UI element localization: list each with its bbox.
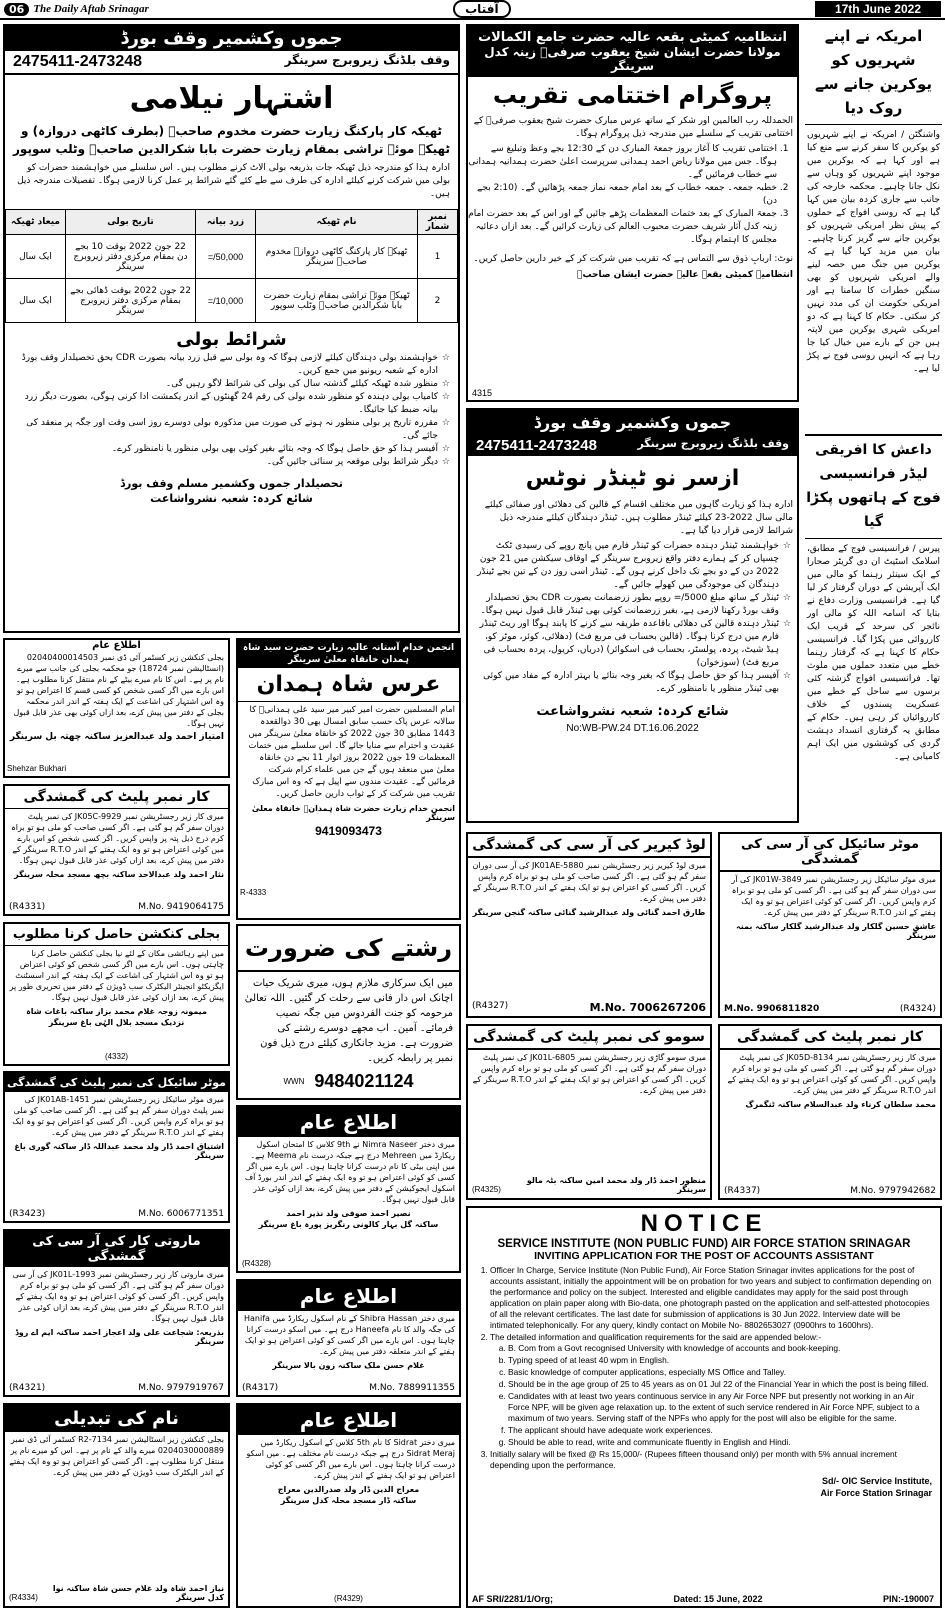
tender-phone: 2475411-2473248 (476, 437, 597, 454)
notice-sign-line1: Sd/- OIC Service Institute, (821, 1476, 932, 1486)
paper-name: The Daily Aftab Srinagar (33, 3, 149, 15)
america-news-headline: امریکہ نے اپنے شہریوں کو یوکرین جانے سے روک دیا (805, 24, 942, 125)
page-header (0, 0, 945, 20)
tender-item: ☆ ٹینڈر دہندہ قالین کی دھلائی باقاعدہ طریقہ سے کرنے کا پابند ہوگا اور ریٹ ٹینڈر فارم میں درج کرنا ہوگا۔ (قالین بحساب فی مربع فٹ) (دھلائی، کوئر، موٹر کو، ہیڈ شیٹ، پردہ، پولسٹر، بحساب فی اسکوائر) (دریاں، کریول، پردہ بحساب فی مربع فٹ) (سوزخوان) (474, 618, 791, 670)
ad-code: (R3423) (9, 1209, 46, 1219)
urs-contact: انجمن خدام زیارت حضرت شاہ ہمدانؒ خانقاہ معلیٰ سرینگر (251, 804, 455, 822)
sumo-title: سومو کی نمبر پلیٹ کی گمشدگی (468, 1026, 710, 1050)
notice-org: SERVICE INSTITUTE (NON PUBLIC FUND) AIR FORCE STATION SRINAGAR (497, 1238, 911, 1250)
notice-signature (468, 1475, 940, 1499)
header-date: 17th June 2022 (815, 1, 941, 17)
rishta-phone: 9484021124 (314, 1071, 414, 1091)
ittila3-signatory: معراج الدین ڈار ولد صدرالدین معراج (277, 1485, 420, 1494)
ad-code: (R4327) (472, 1001, 509, 1011)
bike-rc-lost-ad (718, 832, 942, 1018)
col-deposit: زرد بیانہ (196, 210, 256, 235)
daesh-news-body: پیرس / فرانسیسی فوج کے مطابق، اسلامک اسٹیٹ ان دی گریٹر صحارا کے ایک سینئر رہنما کو مالی میں ایک آپریشن کے دوران گرفتار کر لیا گیا ہے۔ فرانسیسی وزارت دفاع نے بتایا کہ اسامہ اللہ کو مالی اور نائجر کی سرحد کے قریب ایک کارروائی میں پکڑا گیا۔ فرانسیسی حکام کا کہنا ہے کہ گرفتار رہنما خطے میں متعدد حملوں میں ملوث تھا۔ فرانسیسی افواج گزشتہ کئی برسوں سے ساحل کے خطے میں عسکریت پسندوں کے خلاف کارروائیاں کر رہی ہیں۔ حکام کے مطابق یہ گرفتاری انسداد دہشت گردی کی کوششوں میں ایک اہم کامیابی ہے۔ (807, 544, 940, 762)
bike-plate-footer (5, 1209, 228, 1219)
urs-ref: R-4333 (240, 888, 267, 897)
table-cell: ایک سال (6, 235, 66, 279)
khatm-ref: 4315 (472, 388, 493, 398)
name-change-body: بجلی کنکشن زیر انسٹالیشن نمبر 7134-R2 کسٹمر آئی ڈی نمبر 0204030000889 میرے والد کے نام پر ہے۔ اس کو میرے نام پر منتقل کرنا مطلوب ہے۔ اگر کسی کو اعتراض ہو تو وہ ایک ہفتے کے اندر الیکٹرک سب ڈویژن کے دفتر میں پیش کرے۔ (9, 1435, 224, 1477)
ittila-aam-ad-3 (236, 1403, 461, 1608)
notice-footer-ref: AF SRI/2281/1/Org; (472, 1594, 554, 1604)
col-serial: نمبر شمار (418, 210, 458, 235)
ittila2-body: میری دختر Shibra Hassan کے نام اسکول ریکارڈ میں Hanifa کی جگہ والد کا نام Haneefa درج ہے۔ میں اسکو درست کرانا چاہتا ہوں۔ اس بارے میں اگر کسی کو کوئی اعتراض ہو تو ایک ہفتے کے اندر متعلقہ دفتر میں پیش کرے۔ (244, 1314, 455, 1356)
daesh-news-headline: داعش کا افریقی لیڈر فرانسیسی فوج کے ہاتھوں پکڑا گیا (805, 436, 942, 539)
electric-signatory: میمونہ زوجہ غلام محمد بزاز ساکنہ باغات شاہ (26, 1007, 207, 1016)
ittila-top-signatory: امتیاز احمد ولد عبدالعزیز ساکنہ چھتہ بل سرینگر (9, 732, 224, 742)
khatm-org-line1: انتظامیہ کمیٹی بقعہ عالیہ حضرت جامع الکمالات (478, 30, 787, 45)
tender-issued-by: شائع کردہ: شعبہ نشرواشاعت (536, 704, 729, 719)
loader-footer (468, 1001, 710, 1014)
rishta-body: میں ایک سرکاری ملازم ہوں، میری شریک حیات اچانک اس دار فانی سے رحلت کر گئیں۔ اللہ تعالیٰ مرحومہ کو جنت الفردوس میں جگہ نصیب فرمائے۔ آمین۔ اب مجھے دوسرے رشتے کی ضرورت ہے۔ مزید جانکاری کیلئے درج ذیل فون نمبر پر رابطہ کریں۔ (244, 978, 453, 1064)
table-cell: 22 جون 2022 بوقت 10 بجے دن بمقام مرکزی دفتر زیروبرج سرینگر (66, 235, 196, 279)
khatm-item: 1. اختتامی تقریب کا آغاز بروز جمعۃ المبارک دن کے 12:30 بجے وعظ وتبلیغ سے ہوگا۔ جس میں مولانا ریاض احمد ہمدانی سرپرست اعلیٰ حضرت ہمدانیہ ہمدانی سے خطاب فرمائیں گے۔ (468, 143, 777, 182)
ad-code: (R4317) (242, 1383, 279, 1393)
wakf-contact-row (5, 51, 458, 75)
table-cell: 2 (418, 279, 458, 323)
condition-item: ☆ خواہشمند بولی دہندگان کیلئے لازمی ہوگا کہ وہ بولی سے قبل زرد بیانہ بصورت CDR بحق تحصیلدار وقف بورڈ ادارہ کے شعبہ ریونیو میں جمع کریں۔ (13, 352, 450, 378)
car-plate-right-signatory: محمد سلطان کرناء ولد عبدالسلام ساکنہ ٹنگمرگ (745, 1100, 936, 1109)
mobile-number: M.No. 6006771351 (138, 1209, 224, 1219)
khatm-org-line2: مولانا حضرت ایشان شیخ یعقوب صرفیؒ زینہ کدل سرینگر (484, 45, 781, 73)
conditions-list (5, 352, 458, 469)
tender-address: وقف بلڈنگ زیروبرج سرینگر (637, 437, 789, 450)
table-row (6, 235, 458, 279)
electric-address: نزدیک مسجد بلال الہٰی باغ سرینگر (48, 1018, 185, 1027)
notice-sub-item: b. Typing speed of at least 40 wpm in English. (508, 1355, 934, 1366)
maruti-title: ماروتی کار کی آر سی کی گمشدگی (5, 1231, 228, 1267)
ittila1-title: اطلاع عام (238, 1107, 459, 1137)
condition-item: ☆ کامیاب بولی دہندہ کو منظور شدہ بولی کی رقم 24 گھنٹوں کے اندر یکمشت ادا کرنی ہوگی، بصورت دیگر زرد بیانہ ضبط کیا جائیگا۔ (13, 391, 450, 417)
col-contract: نام ٹھیکہ (256, 210, 418, 235)
ad-code: (R4337) (724, 1186, 761, 1196)
tender-title: ازسر نو ٹینڈر نوٹس (525, 466, 740, 491)
sumo-plate-lost-ad (466, 1024, 712, 1200)
maruti-body: میری ماروتی کار زیر رجسٹریشن نمبر JK01L-1993 کی آر سی دوران سفر گم ہو گئی ہے۔ اگر کسی کو ملی ہو تو براہ کرم واپس کریں۔ اگر کسی کو کوئی اعتراض ہو تو وہ ایک ہفتے کے اندر R.T.O سرینگر کے دفتر میں پیش کرے، بعد ازاں کوئی عذر قابل قبول نہیں ہوگا۔ (12, 1270, 224, 1323)
ittila1-signatory: نصیر احمد صوفی ولد نذیر احمد (286, 1209, 411, 1218)
auction-table-header (6, 210, 458, 235)
america-news-body: واشنگٹن / امریکہ نے اپنے شہریوں کو یوکرین کا سفر کرنے سے منع کیا ہے اور کہا ہے کہ یوکرین میں موجود اپنے شہریوں کو وہاں سے نکل جانا چاہیے۔ محکمہ خارجہ کی جانب سے جاری کردہ بیان میں کہا گیا ہے کہ روسی افواج کے حملوں کے پیش نظر امریکی شہریوں کو یوکرین جانے سے گریز کرنا چاہیے۔ بیان میں مزید کہا گیا ہے کہ یوکرین میں جنگ میں حصہ لینے والے امریکی شہریوں کو بھی سنگین خطرات کا سامنا ہے اور امریکی حکومت ان کی مدد نہیں کر سکتی۔ حکام کا کہنا ہے کہ دو امریکی شہری یوکرین میں لاپتہ ہیں جن کے بارے میں خیال کیا جا رہا ہے کہ انہیں روسی فوج نے پکڑ لیا ہے۔ (807, 130, 940, 374)
mobile-number: M.No. 9906811820 (724, 1004, 820, 1014)
col-date: تاریخ بولی (66, 210, 196, 235)
bike-plate-signatory: اشتیاق احمد ڈار ولد محمد عبداللہ ڈار ساکنہ گوری باغ سرینگر (14, 1142, 224, 1160)
loader-signatory: طارق احمد گنائی ولد عبدالرشید گنائی ساکنہ گنجن سرینگر (472, 908, 706, 917)
table-cell: 50,000/= (196, 235, 256, 279)
mobile-number: M.No. 7006267206 (589, 1001, 706, 1014)
notice-sub-item: f. The applicant should have adequate work experiences. (508, 1425, 934, 1436)
khatm-org-banner (468, 26, 797, 77)
tender-contact-row (468, 435, 797, 456)
khatm-item: 2. خطبہ جمعہ۔ جمعہ خطاب کے بعد امام جمعہ نماز جمعہ پڑھائیں گے۔ (2:10 بجے دن) (468, 182, 777, 208)
urs-title: عرس شاہ ہمدان (238, 668, 459, 702)
name-change-code: (R4334) (9, 1593, 38, 1602)
notice-sub-item: g. Should be able to read, write and communicate fluently in English and Hindi. (508, 1437, 934, 1448)
condition-item: ☆ مقررہ تاریخ پر بولی منظور نہ ہونے کی صورت میں مذکورہ بولی دوسرے روز اسی وقت اور جگہ پر منعقد کی جائے گی۔ (13, 417, 450, 443)
auction-issued-by: شائع کردہ: شعبہ نشرواشاعت (150, 492, 313, 505)
khatm-intro: الحمدللہ رب العالمین اور شکر کے ساتھ عرس مبارک حضرت شیخ یعقوب صرفیؒ کے اختتامی تقریب کے سلسلے میں مندرجہ ذیل پروگرام ہوگا۔ (473, 116, 793, 139)
tender-ref: No:WB-PW.24 DT.16.06.2022 (566, 723, 699, 734)
ad-code: (R4321) (9, 1383, 46, 1393)
tender-item: ☆ ٹینڈر کے ساتھ مبلغ 5000/= روپے بطور زرضمانت بصورت CDR بحق تحصیلدار وقف بورڈ رکھنا لازمی ہے، بغیر زرضمانت کوئی بھی ٹینڈر قابل قبول نہیں ہوگا۔ (474, 592, 791, 618)
wakf-phone: 2475411-2473248 (13, 53, 143, 70)
ad-code: (R4324) (899, 1004, 936, 1014)
loader-rc-lost-ad (466, 832, 712, 1018)
tender-item: ☆ آفیسر ہذا کو حق حاصل ہوگا کہ بغیر وجہ بتائے یا بہتر ادارہ کے مفاد میں کوئی بھی ٹینڈر منظور یا نامنظور کرے۔ (474, 670, 791, 696)
table-cell: ٹھیکہ کار پارکنگ کاٹھی دروازہ مخدوم صاحبؒ سرینگر (256, 235, 418, 279)
notice-item (490, 1332, 934, 1448)
rishta-ad (236, 924, 461, 1100)
mobile-number: M.No. 9419064175 (138, 902, 224, 912)
mobile-number: M.No. 7889911355 (369, 1383, 455, 1393)
ittila2-signatory: غلام حسن ملک ساکنہ زون بالا سرینگر (272, 1361, 425, 1370)
ittila-top-body: بجلی کنکشن زیر کسٹمر آئی ڈی نمبر 02040400014503 (انسٹالیشن نمبر 18724) جو محکمہ بجلی کی جانب سے میرے نام پر ہے۔ اس کا نام میرے بیٹے کے نام منتقل کرنا مطلوب ہے۔ اس بارے میں اگر کسی شخص کو کسی قسم کا اعتراض ہو تو وہ اس اشتہار کی اشاعت کے ایک ہفتہ کے اندر اندر محکمہ بجلی کے دفتر میں پیش کرے، بعد ازاں کوئی بھی عذر قابل قبول نہیں ہوگا۔ (13, 653, 224, 728)
mobile-number: M.No. 9797919767 (138, 1383, 224, 1393)
name-change-title: نام کی تبدیلی (5, 1405, 228, 1432)
urs-org: انجمن خدام آستانہ عالیہ زیارت حضرت سید شاہ ہمدان خانقاہ معلیٰ سرینگر (238, 640, 459, 668)
notice-sign-line2: Air Force Station Srinagar (820, 1488, 932, 1498)
ittila1-code: (R4328) (242, 1259, 271, 1268)
notice-sub-item: d. Should be in the age group of 25 to 45 years as on 01 Jul 22 of the Financial Year in which the post is being filled. (508, 1379, 934, 1390)
loader-body: میری لوڈ کیریر زیر رجسٹریشن نمبر JK01AE-5880 کی آر سی دوران سفر گم ہو گئی ہے۔ اگر کسی صاحب کو ملی ہو تو براہ کرم واپس کریں۔ اگر کسی کو اعتراض ہو تو ایک ہفتے کے اندر R.T.O سرینگر کے دفتر میں پیش کرے۔ (472, 861, 706, 903)
loader-title: لوڈ کیریر کی آر سی کی گمشدگی (468, 834, 710, 858)
urs-hamdan-ad (236, 638, 461, 920)
notice-sub-item: e. Candidates with at least two years continuous service in any Air Force NPF but presently not working in an Air Force NPF, will be given age relaxation up. to the extent of such service rendered in Air Force NPF, subject to a maximum of two years. Serving staff of the NPFs who apply for the post will also be eligible for the same. (508, 1391, 934, 1424)
ittila-aam-ad-1 (236, 1105, 461, 1273)
urs-body: امام المسلمین حضرت امیر کبیر میر سید علی ہمدانیؒ کا سالانہ عرس پاک حسب سابق امسال بھی 30 ذوالقعدہ 1443 مطابق 30 جون 2022 کو خانقاہ معلیٰ سرینگر میں عقیدت و احترام سے منایا جائے گا۔ اس سلسلے میں ختمات المعظمات 19 جون 2022 بروز اتوار 11 بجے دن خانقاہ معلیٰ میں منعقد ہوں گے جن میں علماء کرام شرکت فرمائیں گے۔ عقیدت مندوں سے اپیل ہے کہ وہ اس مبارک تقریب میں شرکت کر کے ثواب دارین حاصل کریں۔ (248, 705, 455, 799)
wakf-tender-ad (466, 408, 799, 823)
ittila3-code: (R4329) (334, 1594, 363, 1603)
auction-title: اشتہار نیلامی (129, 81, 334, 116)
notice-item-text: The detailed information and qualification requirements for the said are appended below:- (490, 1332, 822, 1342)
col-term: میعاد ٹھیکہ (6, 210, 66, 235)
daesh-news-article (805, 434, 942, 819)
auction-intro: ادارہ ہذا کو مندرجہ ذیل ٹھیکہ جات بذریعہ بولی الاٹ کرنے مطلوب ہیں۔ اس سلسلے میں خواہشمند حضرات کو بولی میں شرکت کرنے کیلئے ادارہ کی طرف سے طے کئے گئے شرائط پر عمل کرنا لازمی ہوگا۔ تفصیلات مندرجہ ذیل ہیں۔ (17, 163, 450, 199)
ittila-top-title: اطلاع عام (92, 640, 141, 651)
maruti-rc-lost-ad (3, 1229, 230, 1397)
maruti-signatory: بذریعہ: شجاعت علی ولد اعجاز احمد ساکنہ ایم اے روڈ سرینگر (15, 1328, 224, 1346)
khatm-items (468, 143, 797, 247)
electric-title: بجلی کنکشن حاصل کرنا مطلوب (5, 924, 228, 946)
page-number: 06 (4, 3, 29, 16)
car-plate-right-body: میری کار زیر رجسٹریشن نمبر JK05D-8134 کی نمبر پلیٹ دوران سفر گم ہو گئی ہے۔ اگر کسی کو ملی ہو تو براہ کرم واپس کریں۔ اگر کسی کو کوئی اعتراض ہو تو وہ ایک ہفتے کے اندر R.T.O سرینگر کے دفتر میں پیش کرے۔ (727, 1053, 936, 1095)
khatm-signatory: انتظامیہ کمیٹی بقعہ عالیہ حضرت ایشان صاحبؒ (577, 270, 793, 280)
ittila3-address: ساکنہ ڈار مسجد محلہ کدل سرینگر (280, 1496, 417, 1505)
ittila-aam-electric-ad (3, 638, 230, 778)
auction-line2: ٹھیکہ موئے تراشی بمقام زیارت حضرت بابا شکرالدین صاحبؒ وٹلب سوپور (13, 142, 450, 156)
car-plate-left-signatory: نثار احمد ولد عبدالاحد ساکنہ بچھ مسجد محلہ سرینگر (14, 870, 224, 879)
wakf-board-name: جموں وکشمیر وقف بورڈ (5, 26, 458, 51)
rishta-footer (238, 1071, 459, 1092)
notice-subtitle: INVITING APPLICATION FOR THE POST OF ACCOUNTS ASSISTANT (534, 1250, 874, 1262)
table-cell: 10,000/= (196, 279, 256, 323)
rishta-title: رشتے کی ضرورت (238, 926, 459, 972)
notice-item: 1. Officer In Charge, Service Institute (Non Public Fund), Air Force Station Srinagar invites applications for the post of accounts assistant, initially the appointment will be on probation for two years and subject to confirmation depending on the performance and policy on the subject. Interested and eligible candidates may apply for the said post through application on plain paper along with Bio-data, one photograph pasted on the application and self-attested photocopies of all the relevant certificates. The last date for submission of applications is 30 Jun 2022. Interview date will be intimated telephonically. For any query, kindly contact on Mobile No- 8802653027 (0900hrs to 1600hrs). (490, 1265, 934, 1331)
bike-plate-lost-ad (3, 1071, 230, 1223)
ittila3-body: میری دختر Sidrat کا نام 5th کلاس کے اسکول ریکارڈ میں Sidrat Meraj درج ہے جبکہ درست نام مختلف ہے۔ میں اسکو درست کرانا چاہتا ہوں۔ اس بارے میں اگر کسی کو کوئی اعتراض ہو تو ایک ہفتے کے اندر پیش کرے۔ (246, 1438, 455, 1480)
notice-footer-pin: PIN:-190007 (882, 1594, 934, 1604)
car-plate-left-title: کار نمبر پلیٹ کی گمشدگی (5, 786, 228, 809)
sumo-signatory: منظور احمد ڈار ولد محمد امین ساکنہ بٹہ مالو سرینگر (526, 1176, 706, 1194)
table-cell: ٹھیکہ موئے تراشی بمقام زیارت حضرت بابا شکرالدین صاحبؒ وٹلب سوپور (256, 279, 418, 323)
auction-line1: ٹھیکہ کار پارکنگ زیارت حضرت مخدوم صاحبؒ (بطرف کاٹھی دروازہ) و (20, 124, 443, 138)
table-cell: 22 جون 2022 بوقت ڈھائی بجے بمقام مرکزی دفتر زیروبرج سرینگر (66, 279, 196, 323)
table-cell: 1 (418, 235, 458, 279)
notice-footer (472, 1594, 934, 1604)
ittila-aam-ad-2 (236, 1279, 461, 1397)
bike-plate-body: میری موٹر سائیکل زیر رجسٹریشن نمبر JK01AB-1451 کی نمبر پلیٹ دوران سفر گم ہو گئی ہے۔ اگر کسی صاحب کو ملی ہو تو براہ کرم واپس کریں۔ اگر کسی کو اعتراض ہو تو وہ ایک ہفتے کے اندر R.T.O سرینگر کے دفتر میں پیش کرے۔ (12, 1095, 224, 1137)
notice-item: 3. Initially salary will be fixed @ Rs 15,000/- (Rupees fifteen thousand only) per month with 5% annual increment depending upon the performance. (490, 1449, 934, 1471)
car-plate-left-footer (5, 902, 228, 912)
electric-code: (4332) (104, 1052, 129, 1061)
america-news-article (805, 24, 942, 434)
masthead-logo: آفتاب (453, 0, 510, 18)
ittila1-address: ساکنہ گل بہار کالونی رنگریز پورہ باغ سرینگر (258, 1220, 439, 1229)
auction-table (5, 209, 458, 323)
ittila2-title: اطلاع عام (238, 1281, 459, 1311)
car-plate-left-body: میری کار زیر رجسٹریشن نمبر JK05C-9929 کی نمبر پلیٹ دوران سفر گم ہو گئی ہے۔ اگر کسی صاحب کو ملی ہو تو براہ کرم درج ذیل پتہ پر واپس کریں۔ اگر کسی شخص کو اس بارے میں کوئی اعتراض ہو تو وہ ایک ہفتے کے اندر R.T.O سرینگر کے دفتر میں پیش کرے، بعد ازاں کوئی عذر قابل قبول نہیں ہوگا۔ (11, 812, 224, 865)
ad-code: (R4331) (9, 902, 46, 912)
khatm-program-ad (466, 24, 799, 402)
condition-item: ☆ منظور شدہ ٹھیکہ کیلئے گذشتہ سال کی بولی کی شرائط لاگو رہیں گی۔ (13, 378, 450, 391)
ittila1-body: میری دختر Nimra Naseer نے 9th کلاس کا امتحان اسکول ریکارڈ میں Mehreen درج ہے جبکہ درست نام Meema ہے۔ میں اپنی بیٹی کا نام درست کرانا چاہتا ہوں۔ اس بارے میں اگر کسی کو کوئی اعتراض ہو تو وہ ایک ہفتے کے اندر اندر بورڈ آف اسکول ایجوکیشن کے دفتر میں پیش کرے، بعد ازاں کوئی عذر قابل قبول نہیں ہوگا۔ (244, 1140, 455, 1204)
tender-intro: ادارہ ہذا کو زیارت گاہوں میں مختلف اقسام کے قالین کی دھلائی اور صفائی کیلئے مالی سال 2022-23 کیلئے ٹینڈر مطلوب ہیں۔ ٹینڈر دہندگان کیلئے مندرجہ ذیل شرائط لازمی قرار دیا گیا ہے۔ (484, 500, 793, 536)
sumo-code: (R4325) (472, 1185, 501, 1194)
tender-item: ☆ خواہشمند ٹینڈر دہندہ حضرات کو ٹینڈر فارم میں پانچ روپے کی رسیدی ٹکٹ چسپاں کر کے ہمارے دفتر واقع زیروبرج سرینگر کے اوقاف سیکشن میں 21 جون 2022 دن کے دو بجے تک داخل کرنے ہوں گے۔ ٹینڈر اسی روز دن کے تین بجے ٹینڈر دہندگان کی موجودگی میں کھولے جائیں گے۔ (474, 540, 791, 592)
name-change-signatory: نیاز احمد شاہ ولد غلام حسن شاہ ساکنہ نوا کدل سرینگر (52, 1584, 224, 1602)
bike-rc-title: موٹر سائیکل کی آر سی کی گمشدگی (720, 834, 940, 872)
wakf-auction-ad (3, 24, 460, 633)
notice-sub-item: c. Basic knowledge of computer applications, especially MS Office and Talley. (508, 1367, 934, 1378)
ittila2-footer (238, 1383, 459, 1393)
notice-sub-items (490, 1343, 934, 1448)
ittila3-title: اطلاع عام (238, 1405, 459, 1435)
bike-plate-title: موٹر سائیکل کی نمبر پلیٹ کی گمشدگی (5, 1073, 228, 1092)
bike-rc-footer (720, 1004, 940, 1014)
conditions-title: شرائط بولی (176, 329, 287, 350)
tender-board-name: جموں وکشمیر وقف بورڈ (468, 410, 797, 435)
khatm-title: پروگرام اختتامی تقریب (492, 81, 773, 109)
name-change-ad (3, 1403, 230, 1608)
urs-phone: 9419093473 (315, 824, 382, 838)
car-plate-right-title: کار نمبر پلیٹ کی گمشدگی (720, 1026, 940, 1050)
notice-footer-date: Dated: 15 June, 2022 (673, 1594, 763, 1604)
notice-title: NOTICE (640, 1210, 768, 1237)
wakf-address: وقف بلڈنگ زیروبرج سرینگر (284, 53, 450, 67)
af-notice-ad (466, 1206, 942, 1608)
mobile-number: M.No. 9797942682 (850, 1186, 936, 1196)
bike-rc-signatory: عاشق حسین گلکار ولد عبدالرشید گلکار ساکنہ بمنہ سرینگر (736, 922, 936, 940)
notice-sub-item: a. B. Com from a Govt recognised University with knowledge of accounts and book-keeping. (508, 1343, 934, 1354)
car-plate-lost-ad (3, 784, 230, 916)
ittila-top-ref: Shehzar Bukhari (7, 764, 67, 773)
table-row (6, 279, 458, 323)
khatm-note: نوٹ: اربابِ ذوق سے التماس ہے کہ تقریب میں شرکت کر کے خیر دارین حاصل کریں۔ (473, 254, 793, 264)
bike-rc-body: میری موٹر سائیکل زیر رجسٹریشن نمبر JK01W-3849 کی آر سی دوران سفر گم ہو گئی ہے۔ اگر کسی کو ملی ہو تو براہ کرم واپس کریں۔ اگر کسی کو کوئی اعتراض ہو تو وہ ایک ہفتے کے اندر R.T.O سرینگر کے دفتر میں پیش کرے۔ (731, 875, 936, 917)
condition-item: ☆ آفیسر ہذا کو حق حاصل ہوگا کہ وجہ بتائے بغیر کوئی بھی بولی منظور یا نامنظور کرے۔ (13, 443, 450, 456)
electric-body: میں اپنے رہائشی مکان کے لئے نیا بجلی کنکشن حاصل کرنا چاہتی ہوں۔ اس بارے میں اگر کسی شخص کو کوئی اعتراض ہو تو وہ اس اشتہار کی اشاعت کے ایک ہفتہ کے اندر اسسٹنٹ ایگزیکٹو انجینئر الیکٹرک سب ڈویژن کے دفتر میں تحریری طور پر پیش کرے، بعد ازاں کوئی عذر قابل قبول نہیں ہوگا۔ (9, 949, 224, 1002)
car-plate-right-footer (720, 1186, 940, 1196)
tender-conditions (468, 540, 797, 696)
maruti-footer (5, 1383, 228, 1393)
car-plate-lost-ad-right (718, 1024, 942, 1200)
notice-items (468, 1265, 940, 1471)
condition-item: ☆ دیگر شرائط بولی موقعہ پر سنائی جائیں گی۔ (13, 456, 450, 469)
khatm-item: 3. جمعۃ المبارک کے بعد ختمات المعظمات پڑھے جائیں گے اور اس کے بعد حضرت امام زینہ کدل آثار شریف حضرت محبوب العالم کی زیارت کرائیں گے۔ بعد ازاں دعائیہ مجلس کا اہتمام ہوگا۔ (468, 208, 777, 247)
electric-connection-ad (3, 922, 230, 1066)
sumo-body: میری سومو گاڑی زیر رجسٹریشن نمبر JK01L-6805 کی نمبر پلیٹ دوران سفر گم ہو گئی ہے۔ اگر کسی کو ملی ہو تو براہ کرم واپس کریں۔ اگر کسی کو اعتراض ہو تو ایک ہفتے کے اندر R.T.O سرینگر کے دفتر میں پیش کرے۔ (472, 1053, 706, 1095)
auction-signatory: تحصیلدار جموں وکشمیر مسلم وقف بورڈ (120, 477, 343, 490)
rishta-ref: WWN (283, 1077, 305, 1086)
header-left (4, 3, 149, 16)
table-cell: ایک سال (6, 279, 66, 323)
